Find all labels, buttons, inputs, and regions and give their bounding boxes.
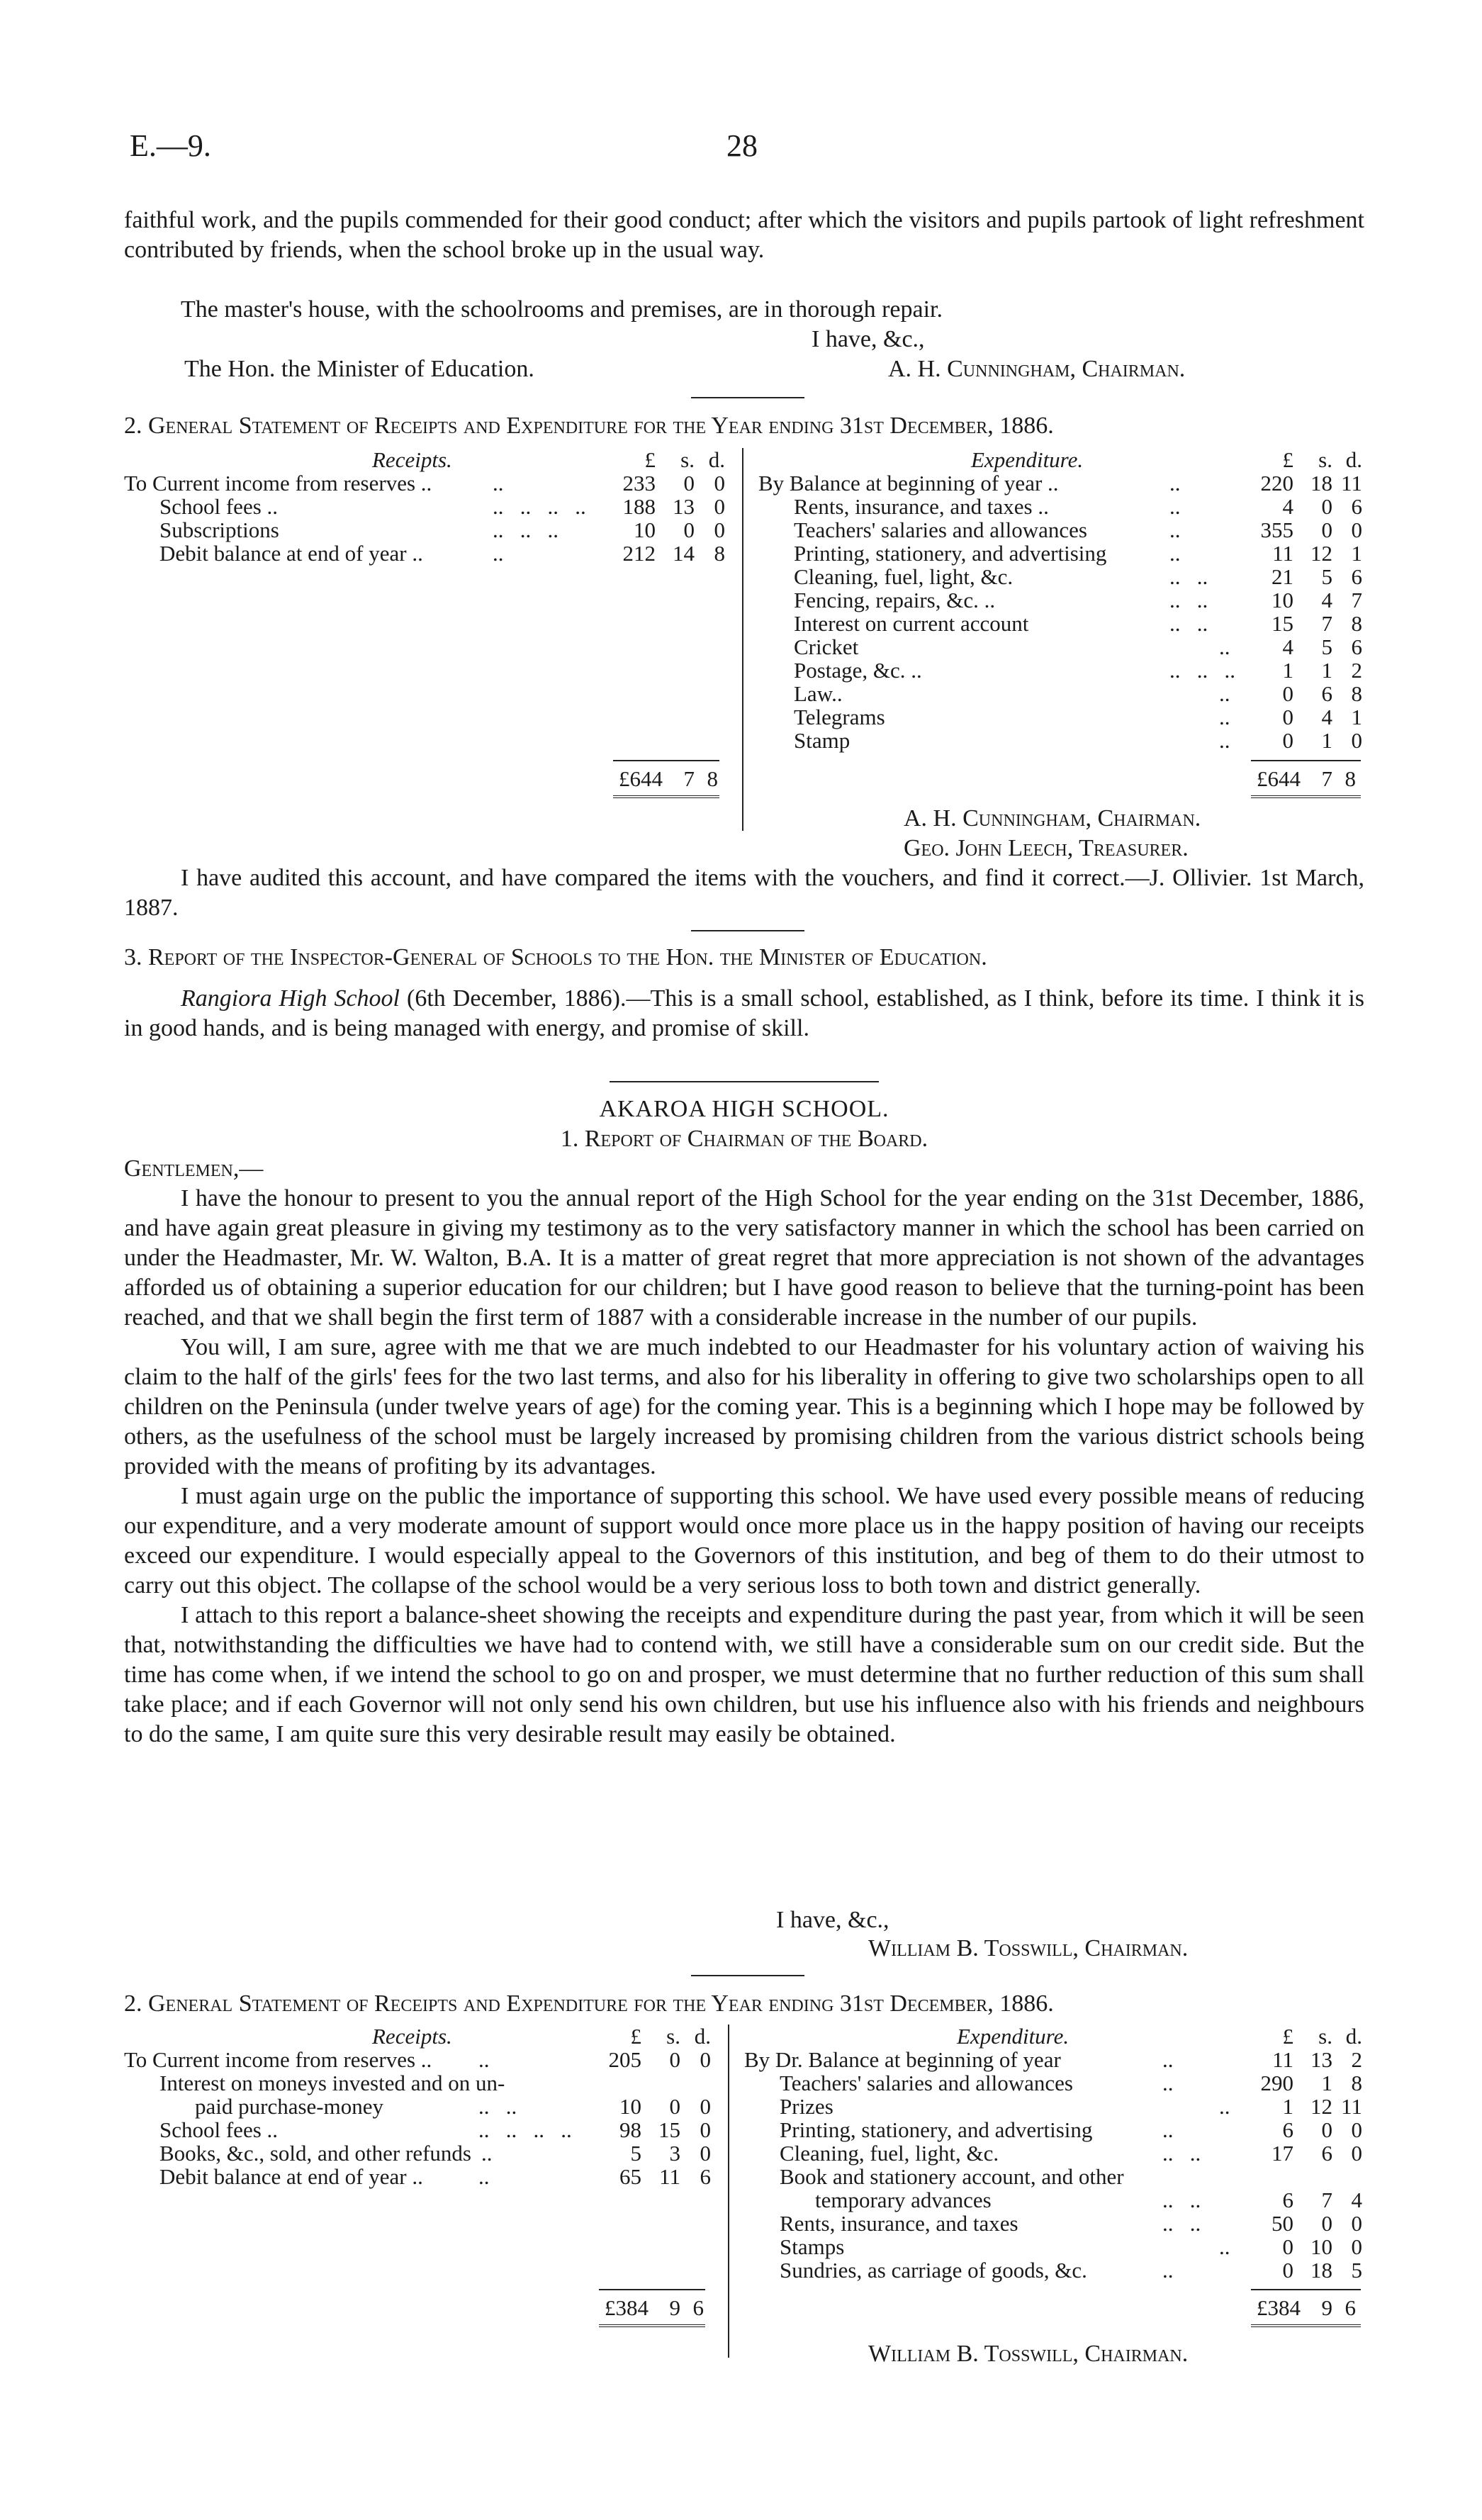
shillings-value: 1 (1321, 2071, 1332, 2095)
section-divider (610, 1081, 879, 1082)
salutation: Gentlemen,— (124, 1155, 264, 1182)
row-label: School fees .. (159, 494, 279, 519)
shillings-value: 0 (669, 2047, 680, 2072)
row-label: Debit balance at end of year .. (159, 541, 423, 566)
leader-dots: .. (1162, 2071, 1174, 2095)
pence-value: 7 (1351, 588, 1362, 612)
report-paragraph: I attach to this report a balance-sheet showing the receipts and expenditure during the past year, from which it will be seen that, notwithstanding the difficulties we have had to contend with, we still have a considerable sum on our credit side. But the time has come when, if we intend the school to go on and prosper, we must determine that no further reduction of this sum shall take place; and if each Governor will not only send his own children, but use his influence also with his friends and neighbours to do the same, I am quite sure this very desirable result may easily be obtained. (124, 1602, 1364, 1747)
shillings-value: 4 (1321, 705, 1332, 729)
account-row (758, 612, 1364, 635)
account-row (758, 705, 1364, 729)
row-label: Cleaning, fuel, light, &c. (780, 2141, 999, 2166)
pence-value: 0 (1351, 2117, 1362, 2142)
row-label: paid purchase-money (195, 2094, 383, 2119)
pence-value: 0 (1351, 2234, 1362, 2259)
row-label: Law.. (794, 681, 843, 706)
shillings-value: 6 (1321, 2141, 1332, 2166)
row-label: School fees .. (159, 2117, 279, 2142)
shillings-value: 18 (1310, 471, 1332, 495)
rangiora-signatory-treasurer: Geo. John Leech, Treasurer. (904, 835, 1189, 861)
leader-dots: .. (1219, 681, 1230, 706)
account-row (744, 2235, 1364, 2258)
shillings-value: 0 (1321, 517, 1332, 542)
row-label: Rents, insurance, and taxes .. (794, 494, 1049, 519)
leader-dots: .. (1219, 705, 1230, 729)
pounds-value: 10 (1272, 588, 1293, 612)
report-paragraph: I have the honour to present to you the annual report of the High School for the year ending on the 31st December, 1886, and have again great pleasure in giving my testimony as to the very satisfactory manner in which the school has been carried on under the Headmaster, Mr. W. Walton, B.A. It is a matter of great regret that more appreciation is not shown of the advantages afforded us of obtaining a superior education for our children; but I have good reason to believe that the turning-point has been reached, and that we shall begin the first term of 1887 with a considerable increase in the number of our pupils. (124, 1185, 1364, 1331)
pence-value: 11 (1341, 471, 1362, 495)
account-row (744, 2258, 1364, 2282)
pence-value: 2 (1351, 658, 1362, 683)
shillings-value: 13 (673, 494, 695, 519)
pounds-value: 21 (1272, 564, 1293, 589)
leader-dots: .. (493, 471, 504, 495)
pence-value: 8 (714, 541, 725, 566)
row-label: Books, &c., sold, and other refunds (159, 2141, 471, 2166)
expenditure-total: £384 9 6 (1257, 2295, 1356, 2320)
pence-value: 0 (700, 2141, 711, 2166)
pounds-value: 4 (1282, 634, 1293, 659)
leader-dots: .. (1169, 494, 1181, 519)
pounds-value: 0 (1282, 2234, 1293, 2259)
row-label: Debit balance at end of year .. (159, 2164, 423, 2189)
expenditure-header-row: Expenditure. £ s. d. (971, 447, 1362, 472)
pounds-value: 205 (608, 2047, 641, 2072)
account-row (744, 2118, 1364, 2141)
pounds-value: 6 (1282, 2188, 1293, 2212)
pounds-value: 11 (1272, 541, 1293, 566)
leader-dots: .. (1162, 2117, 1174, 2142)
pounds-value: 0 (1282, 2258, 1293, 2283)
row-label: Rents, insurance, and taxes (780, 2211, 1018, 2236)
akaroa-statement-signatory: William B. Tosswill, Chairman. (868, 2341, 1189, 2367)
intro-addressee: The Hon. the Minister of Education. (184, 356, 534, 382)
pounds-value: 220 (1260, 471, 1293, 495)
pence-value: 0 (1351, 728, 1362, 753)
intro-paragraph: faithful work, and the pupils commended for their good conduct; after which the visitors and pupils partook of light refreshment contributed by friends, when the school broke up in the usual way. (124, 207, 1364, 263)
pounds-value: 10 (619, 2094, 641, 2119)
school-name: Rangiora High School (181, 985, 400, 1012)
pence-value: 2 (1351, 2047, 1362, 2072)
section-divider (691, 1975, 804, 1976)
row-label: Telegrams (794, 705, 885, 729)
expenditure-header: Expenditure. (957, 2024, 1070, 2049)
expenditure-column (758, 448, 1364, 752)
leader-dots: .. (1162, 2047, 1174, 2072)
leader-dots: .. .. (1162, 2141, 1201, 2166)
shillings-value: 4 (1321, 588, 1332, 612)
shillings-value: 12 (1310, 541, 1332, 566)
account-row (744, 2212, 1364, 2235)
running-header (124, 128, 1364, 177)
pence-value: 6 (1351, 634, 1362, 659)
pence-value: 1 (1351, 705, 1362, 729)
leader-dots: .. .. (478, 2094, 517, 2119)
expenditure-total: £644 7 8 (1257, 766, 1356, 791)
report-paragraph: I must again urge on the public the importance of supporting this school. We have used every possible means of reducing our expenditure, and a very moderate amount of support would once more place us in the happy position of having our receipts exceed our expenditure. I would especially appeal to the Governors of this institution, and beg of them to do their utmost to carry out this object. The collapse of the school would be a very serious loss to both town and district generally. (124, 1483, 1364, 1598)
pence-value: 6 (1351, 564, 1362, 589)
pence-value: 0 (700, 2047, 711, 2072)
pence-value: 8 (1351, 2071, 1362, 2095)
row-label: Book and stationery account, and other (780, 2164, 1124, 2189)
shillings-value: 0 (1321, 2211, 1332, 2236)
row-label: Teachers' salaries and allowances (794, 517, 1087, 542)
intro-signatory: A. H. Cunningham, Chairman. (888, 356, 1186, 382)
shillings-value: 0 (1321, 494, 1332, 519)
row-label: Teachers' salaries and allowances (780, 2071, 1073, 2095)
leader-dots: .. .. .. .. (493, 494, 586, 519)
pence-value: 0 (1351, 2211, 1362, 2236)
pence-value: 0 (714, 494, 725, 519)
pounds-value: 98 (619, 2117, 641, 2142)
pence-value: 0 (714, 471, 725, 495)
akaroa-account-table (124, 2025, 1364, 2329)
akaroa-statement-title: 2. General Statement of Receipts and Expenditure for the Year ending 31st December, 1886. (124, 1990, 1054, 2017)
expenditure-column (744, 2025, 1364, 2282)
account-row (124, 2095, 734, 2118)
pence-value: 0 (1351, 2141, 1362, 2166)
row-label: Cricket (794, 634, 859, 659)
intro-paragraph-2: The master's house, with the schoolrooms and premises, are in thorough repair. (181, 296, 943, 323)
account-row (758, 495, 1364, 518)
shillings-value: 0 (669, 2094, 680, 2119)
account-row (124, 2165, 734, 2188)
row-label: Postage, &c. .. (794, 658, 922, 683)
rangiora-signatory-chairman: A. H. Cunningham, Chairman. (904, 805, 1201, 831)
expenditure-header-row: Expenditure. £ s. d. (957, 2024, 1362, 2049)
leader-dots: .. (1219, 2234, 1230, 2259)
leader-dots: .. .. .. .. (478, 2117, 572, 2142)
pounds-value: 10 (634, 517, 656, 542)
row-label: To Current income from reserves .. (124, 2047, 432, 2072)
pounds-value: 0 (1282, 705, 1293, 729)
account-row (124, 2071, 734, 2095)
pence-value: 4 (1351, 2188, 1362, 2212)
leader-dots: .. .. (1169, 588, 1208, 612)
account-row (758, 588, 1364, 612)
account-row (744, 2141, 1364, 2165)
row-label: Fencing, repairs, &c. .. (794, 588, 996, 612)
pounds-value: 50 (1272, 2211, 1293, 2236)
shillings-value: 15 (658, 2117, 680, 2142)
account-row (758, 682, 1364, 705)
pence-value: 0 (700, 2094, 711, 2119)
shillings-value: 6 (1321, 681, 1332, 706)
akaroa-signatory: William B. Tosswill, Chairman. (868, 1935, 1189, 1961)
column-divider (742, 448, 743, 831)
rangiora-statement-title: 2. General Statement of Receipts and Expenditure for the Year ending 31st December, 1886. (124, 413, 1054, 439)
pounds-value: 355 (1260, 517, 1293, 542)
pounds-value: 11 (1272, 2047, 1293, 2072)
receipts-total: £384 9 6 (605, 2295, 704, 2320)
page-number: 28 (726, 128, 758, 163)
receipts-header-row: Receipts. £ s. d. (372, 447, 725, 472)
account-row (124, 495, 734, 518)
receipts-total: £644 7 8 (619, 766, 718, 791)
row-label: Interest on current account (794, 611, 1029, 636)
row-label: Prizes (780, 2094, 833, 2119)
account-row (124, 542, 734, 565)
account-row (758, 635, 1364, 659)
column-divider (728, 2025, 729, 2358)
shillings-value: 12 (1310, 2094, 1332, 2119)
account-row (758, 518, 1364, 542)
leader-dots: .. (493, 541, 504, 566)
pounds-value: 212 (622, 541, 656, 566)
row-label: Printing, stationery, and advertising (780, 2117, 1093, 2142)
pence-value: 8 (1351, 681, 1362, 706)
shillings-value: 0 (683, 517, 695, 542)
shillings-value: 13 (1310, 2047, 1332, 2072)
leader-dots: .. (478, 2164, 490, 2189)
leader-dots: .. .. (1162, 2211, 1201, 2236)
shillings-value: 7 (1321, 611, 1332, 636)
pounds-value: 17 (1272, 2141, 1293, 2166)
akaroa-closing: I have, &c., (776, 1907, 889, 1933)
rangiora-account-table (124, 448, 1364, 802)
account-row (124, 2118, 734, 2141)
pounds-value: 4 (1282, 494, 1293, 519)
leader-dots: .. (478, 2047, 490, 2072)
pence-value: 0 (700, 2117, 711, 2142)
pence-value: 6 (700, 2164, 711, 2189)
pence-value: 5 (1351, 2258, 1362, 2283)
pounds-value: 1 (1282, 658, 1293, 683)
pence-value: 0 (1351, 517, 1362, 542)
row-label: Subscriptions (159, 517, 279, 542)
leader-dots: .. (1219, 634, 1230, 659)
leader-dots: .. (1169, 517, 1181, 542)
shillings-value: 18 (1310, 2258, 1332, 2283)
shillings-value: 1 (1321, 728, 1332, 753)
shillings-value: 11 (659, 2164, 680, 2189)
receipts-header: Receipts. (372, 2024, 452, 2049)
pounds-value: 15 (1272, 611, 1293, 636)
pounds-value: 0 (1282, 681, 1293, 706)
akaroa-subheading: 1. Report of Chairman of the Board. (560, 1126, 928, 1152)
akaroa-report-body (124, 1184, 1364, 1749)
leader-dots: .. .. .. (493, 517, 558, 542)
row-label: Stamp (794, 728, 851, 753)
leader-dots: .. .. (1169, 564, 1208, 589)
pounds-value: 290 (1260, 2071, 1293, 2095)
shillings-value: 0 (683, 471, 695, 495)
row-label: Stamps (780, 2234, 845, 2259)
account-row (758, 542, 1364, 565)
receipts-column (124, 2025, 734, 2188)
row-label: By Balance at beginning of year .. (758, 471, 1059, 495)
akaroa-heading: AKAROA HIGH SCHOOL. (599, 1096, 889, 1122)
pence-value: 11 (1341, 2094, 1362, 2119)
shillings-value: 1 (1321, 658, 1332, 683)
pence-value: 1 (1351, 541, 1362, 566)
row-label: Cleaning, fuel, light, &c. (794, 564, 1014, 589)
shillings-value: 0 (1321, 2117, 1332, 2142)
pounds-value: 0 (1282, 728, 1293, 753)
document-reference: E.—9. (130, 128, 211, 163)
account-row (744, 2095, 1364, 2118)
shillings-value: 3 (669, 2141, 680, 2166)
leader-dots: .. (1169, 471, 1181, 495)
section-divider (691, 930, 804, 931)
report-paragraph: You will, I am sure, agree with me that we are much indebted to our Headmaster for his voluntary action of waiving his claim to the half of the girls' fees for the two last terms, and also for his liberality in offering to give two scholarships open to all children on the Peninsula (under twelve years of age) for the coming year. This is a beginning which I hope may be followed by others, as the usefulness of the school must be largely increased by promising children from the various district schools being provided with the means of profiting by its advantages. (124, 1334, 1364, 1479)
shillings-value: 7 (1321, 2188, 1332, 2212)
row-label: Interest on moneys invested and on un- (159, 2071, 505, 2095)
pounds-value: 5 (630, 2141, 641, 2166)
shillings-value: 10 (1310, 2234, 1332, 2259)
intro-closing: I have, &c., (812, 326, 925, 352)
pounds-value: 233 (622, 471, 656, 495)
receipts-column (124, 448, 734, 565)
account-row (744, 2165, 1364, 2188)
account-row (758, 565, 1364, 588)
receipts-header: Receipts. (372, 447, 452, 472)
leader-dots: .. (1219, 2094, 1230, 2119)
account-row (744, 2048, 1364, 2071)
account-row (124, 471, 734, 495)
row-label: temporary advances (815, 2188, 992, 2212)
pence-value: 6 (1351, 494, 1362, 519)
account-row (124, 2141, 734, 2165)
leader-dots: .. (1219, 728, 1230, 753)
account-row (124, 2048, 734, 2071)
shillings-value: 5 (1321, 564, 1332, 589)
account-row (124, 518, 734, 542)
section-divider (691, 397, 804, 398)
shillings-value: 14 (673, 541, 695, 566)
inspector-report-text: Rangiora High School (6th December, 1886).—This is a small school, established, as I think, before its time. I think it is in good hands, and is being managed with energy, and promise of skill. (124, 985, 1365, 1041)
leader-dots: .. (481, 2141, 493, 2166)
shillings-value: 5 (1321, 634, 1332, 659)
row-label: Printing, stationery, and advertising (794, 541, 1107, 566)
leader-dots: .. .. .. (1169, 658, 1235, 683)
pounds-value: 6 (1282, 2117, 1293, 2142)
account-row (758, 659, 1364, 682)
account-row (744, 2188, 1364, 2212)
row-label: By Dr. Balance at beginning of year (744, 2047, 1061, 2072)
receipts-header-row: Receipts. £ s. d. (372, 2024, 711, 2049)
expenditure-header: Expenditure. (971, 447, 1084, 472)
pounds-value: 65 (619, 2164, 641, 2189)
leader-dots: .. (1169, 541, 1181, 566)
leader-dots: .. (1162, 2258, 1174, 2283)
leader-dots: .. .. (1169, 611, 1208, 636)
pence-value: 8 (1351, 611, 1362, 636)
leader-dots: .. .. (1162, 2188, 1201, 2212)
row-label: To Current income from reserves .. (124, 471, 432, 495)
audit-statement: I have audited this account, and have compared the items with the vouchers, and find it correct.—J. Ollivier. 1st March, 1887. (124, 865, 1364, 921)
pounds-value: 188 (622, 494, 656, 519)
row-label: Sundries, as carriage of goods, &c. (780, 2258, 1087, 2283)
account-row (744, 2071, 1364, 2095)
account-row (758, 471, 1364, 495)
account-row (758, 729, 1364, 752)
pence-value: 0 (714, 517, 725, 542)
pounds-value: 1 (1282, 2094, 1293, 2119)
inspector-report-title: 3. Report of the Inspector-General of Schools to the Hon. the Minister of Education. (124, 944, 987, 970)
